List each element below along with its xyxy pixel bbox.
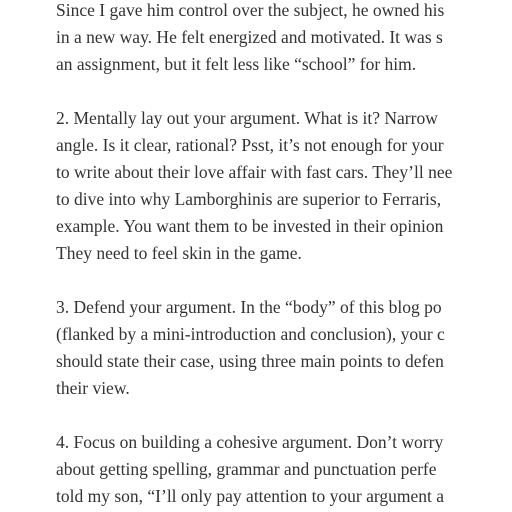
paragraph-line: 2. Mentally lay out your argument. What is it? Narrow bbox=[56, 108, 438, 128]
paragraph-line: an assignment, but it felt less like “school” for him. bbox=[56, 54, 417, 74]
paragraph-line: to dive into why Lamborghinis are superior to Ferraris, bbox=[56, 189, 442, 209]
paragraph-line: told my son, “I’ll only pay attention to your argument a bbox=[56, 486, 445, 506]
paragraph-line: in a new way. He felt energized and motivated. It was s bbox=[56, 27, 443, 47]
paragraph-line: 4. Focus on building a cohesive argument. Don’t worry bbox=[56, 432, 444, 452]
paragraph-line: should state their case, using three main points to defen bbox=[56, 351, 444, 371]
paragraph-line: 3. Defend your argument. In the “body” of this blog po bbox=[56, 297, 442, 317]
paragraph-line: to write about their love affair with fast cars. They’ll nee bbox=[56, 162, 453, 182]
paragraph-line: about getting spelling, grammar and punctuation perfe bbox=[56, 459, 437, 479]
paragraph-line: (flanked by a mini-introduction and conclusion), your c bbox=[56, 324, 445, 344]
paragraph-line: Since I gave him control over the subject, he owned his bbox=[56, 0, 445, 20]
paragraph-line: their view. bbox=[56, 378, 130, 398]
paragraph-line: They need to feel skin in the game. bbox=[56, 243, 302, 263]
paragraph-line: example. You want them to be invested in their opinion bbox=[56, 216, 444, 236]
paragraph-line: angle. Is it clear, rational? Psst, it’s not enough for your bbox=[56, 135, 444, 155]
